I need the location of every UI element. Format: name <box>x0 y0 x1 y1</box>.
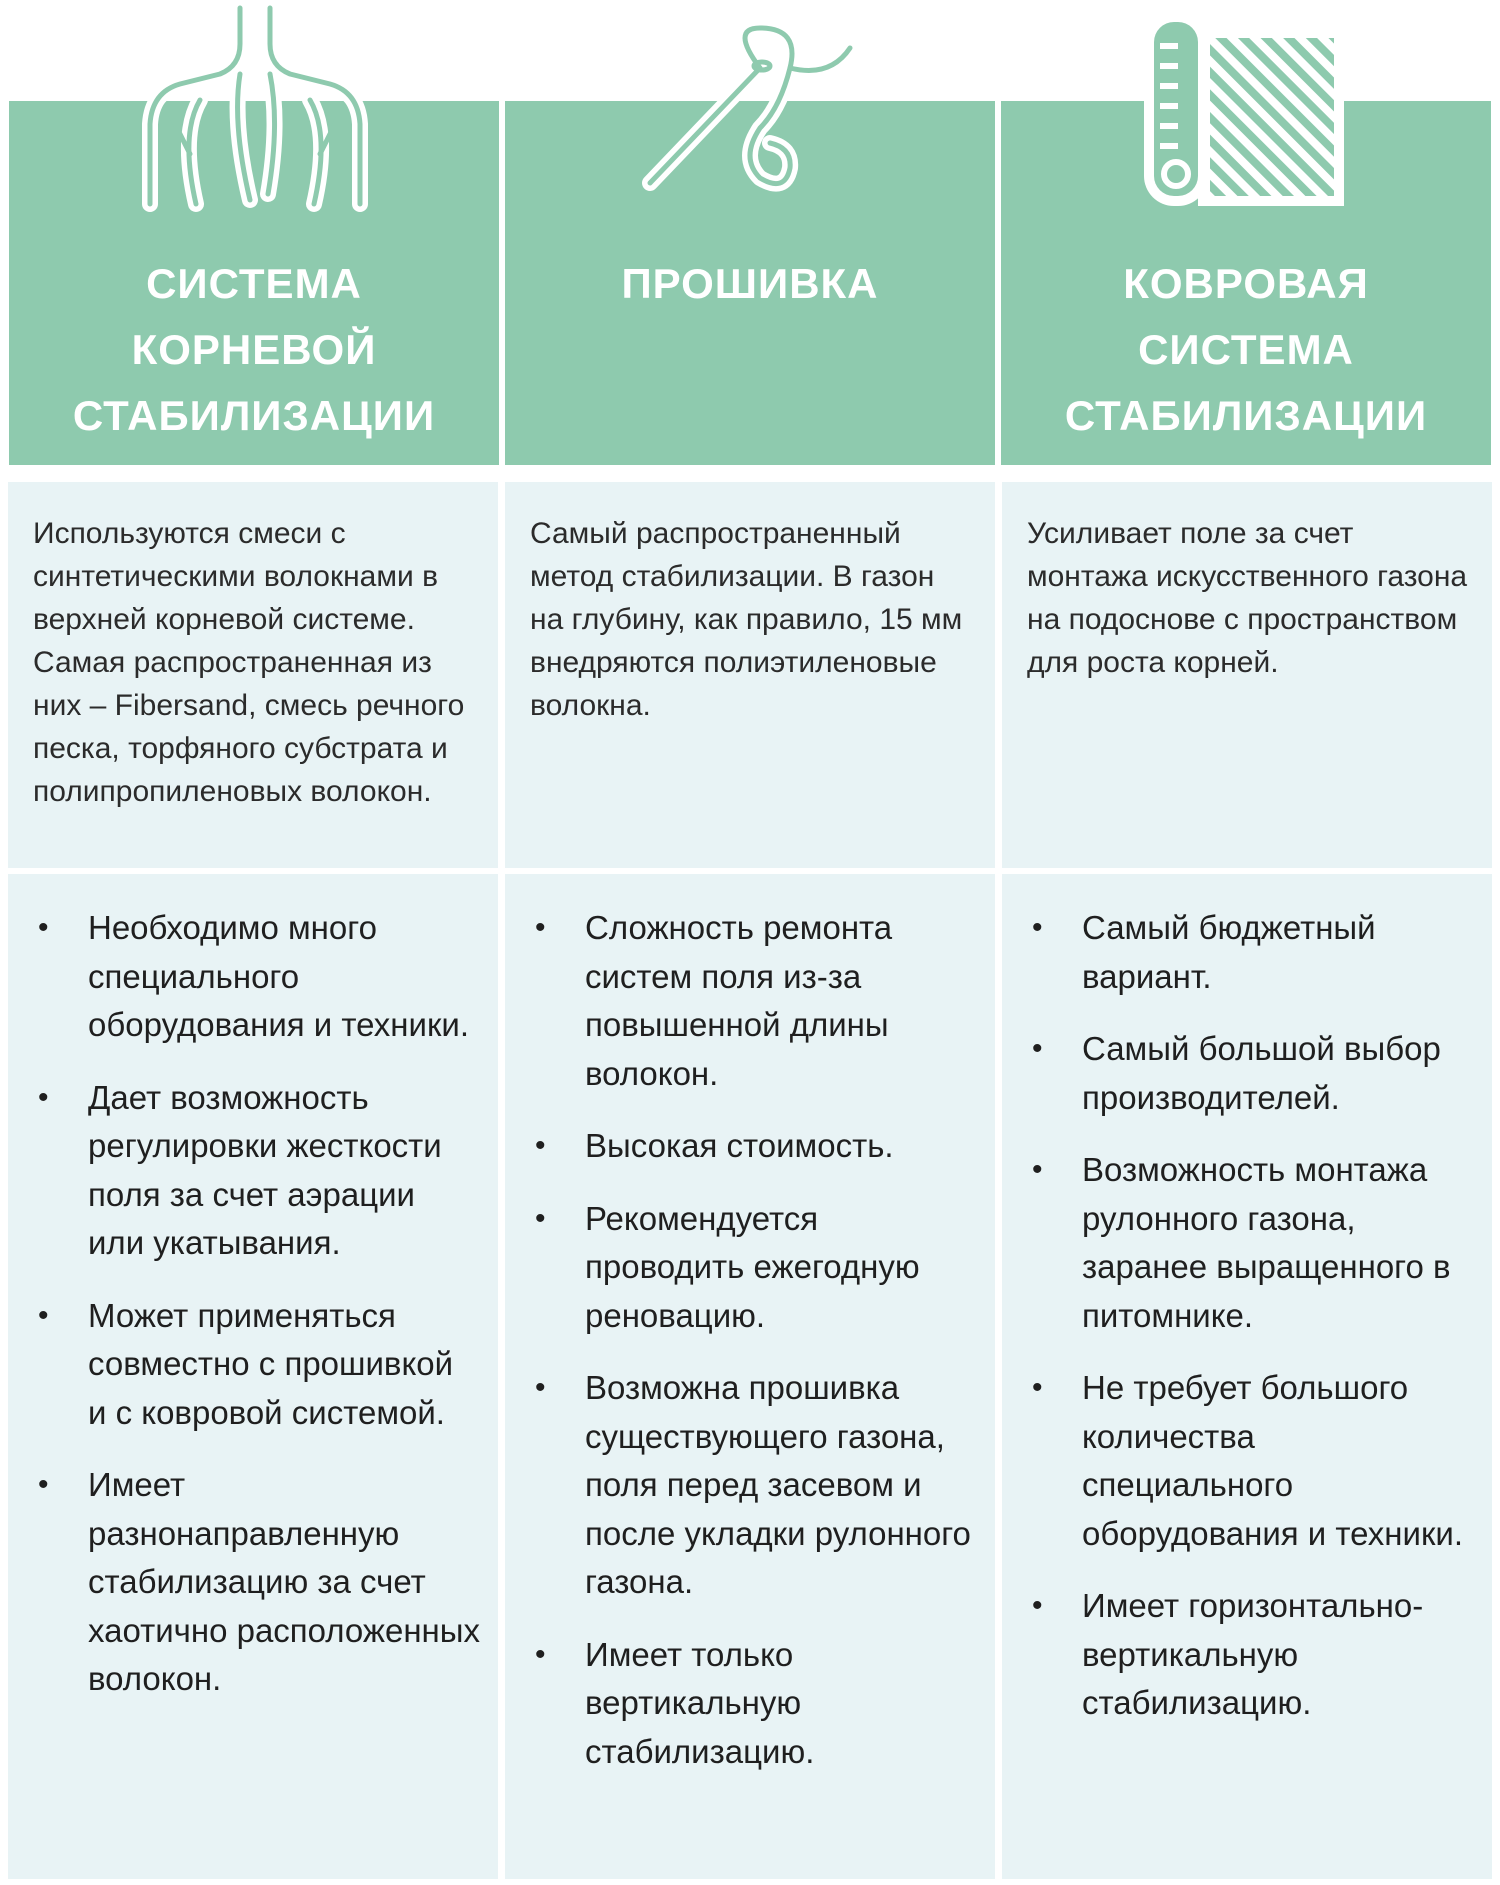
bullet-item: • Самый бюджетный вариант. <box>1027 904 1474 1001</box>
bullet-item: • Дает возможность регулировки жесткости поля за счет аэрации или укатывания. <box>33 1074 480 1268</box>
description-cell-carpet <box>1002 482 1492 868</box>
description-cell-root <box>8 482 498 868</box>
title-line: СИСТЕМА <box>146 260 362 307</box>
title-line: КОРНЕВОЙ <box>131 326 377 373</box>
bullet-item: • Рекомендуется проводить ежегодную реновацию. <box>530 1195 977 1341</box>
description-cell-stitch <box>505 482 995 868</box>
column-title <box>1001 251 1491 449</box>
column-title <box>505 251 995 317</box>
bullet-item: • Имеет разнонаправленную стабилизацию за счет хаотично расположенных волокон. <box>33 1461 480 1704</box>
bullet-item: • Необходимо много специального оборудования и техники. <box>33 904 480 1050</box>
carpet-roll-icon <box>1138 6 1348 212</box>
root-system-icon <box>140 4 370 214</box>
bullet-item: • Возможность монтажа рулонного газона, заранее выращенного в питомнике. <box>1027 1146 1474 1340</box>
column-description: Используются смеси с синтетическими волокнами в верхней корневой системе. Самая распространенная из них – Fibersand, смесь речного песка, торфяного субстрата и полипропиленовых волокон. <box>33 517 465 808</box>
bullet-list <box>8 874 498 1704</box>
bullet-item: • Самый большой выбор производителей. <box>1027 1025 1474 1122</box>
bullet-item: • Может применяться совместно с прошивкой и с ковровой системой. <box>33 1292 480 1438</box>
bullet-list <box>505 874 995 1776</box>
bullet-list <box>1002 874 1492 1728</box>
bullets-cell-stitch <box>505 874 995 1879</box>
bullet-item: • Имеет горизонтально-вертикальную стабилизацию. <box>1027 1582 1474 1728</box>
bullets-cell-root <box>8 874 498 1879</box>
title-line: КОВРОВАЯ <box>1123 260 1369 307</box>
title-line: ПРОШИВКА <box>621 260 879 307</box>
bullet-item: • Возможна прошивка существующего газона, поля перед засевом и после укладки рулонного газона. <box>530 1364 977 1607</box>
column-title <box>9 251 499 449</box>
column-description: Самый распространенный метод стабилизации. В газон на глубину, как правило, 15 мм внедряются полиэтиленовые волокна. <box>530 517 963 722</box>
bullet-item: • Сложность ремонта систем поля из-за повышенной длины волокон. <box>530 904 977 1098</box>
title-line: СТАБИЛИЗАЦИИ <box>72 392 436 439</box>
bullets-cell-carpet <box>1002 874 1492 1879</box>
needle-thread-icon <box>640 18 860 198</box>
bullet-item: • Высокая стоимость. <box>530 1122 977 1171</box>
title-line: СИСТЕМА <box>1138 326 1354 373</box>
column-description: Усиливает поле за счет монтажа искусственного газона на подоснове с пространством для роста корней. <box>1027 517 1468 679</box>
bullet-item: • Не требует большого количества специального оборудования и техники. <box>1027 1364 1474 1558</box>
title-line: СТАБИЛИЗАЦИИ <box>1064 392 1428 439</box>
bullet-item: • Имеет только вертикальную стабилизацию. <box>530 1631 977 1777</box>
